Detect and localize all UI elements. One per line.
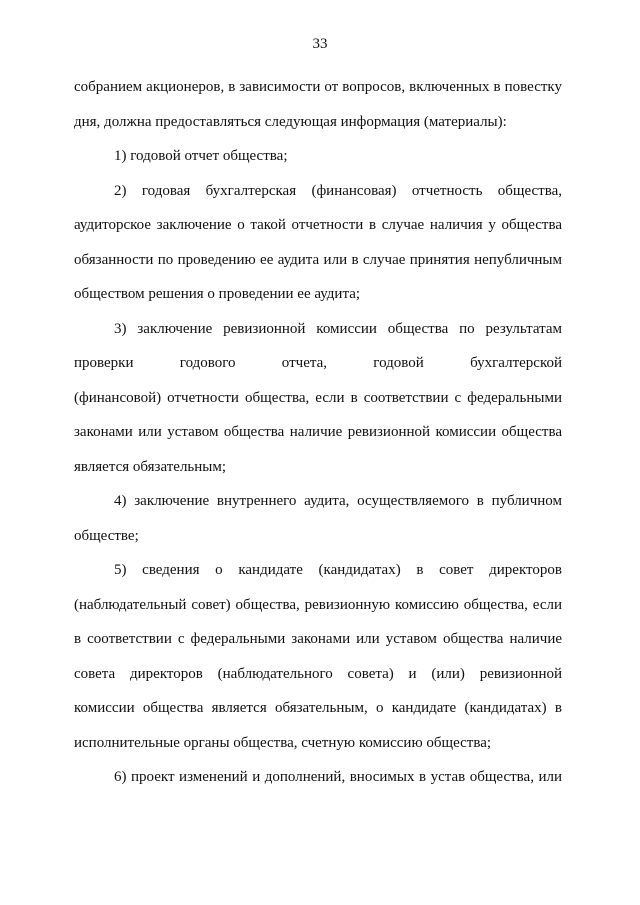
text-line: 4) заключение внутреннего аудита, осуществляемого в публичном <box>114 493 562 509</box>
text-line: (финансовой) отчетности общества, если в соответствии с федеральными <box>74 389 562 406</box>
text-line: обществе; <box>74 527 139 544</box>
text-line: исполнительные органы общества, счетную комиссию общества; <box>74 734 492 751</box>
text-line: 1) годовой отчет общества; <box>114 148 288 164</box>
text-line: обществом решения о проведении ее аудита; <box>74 286 361 302</box>
text-line: является обязательным; <box>74 458 227 475</box>
text-line: 5) сведения о кандидате (кандидатах) в совет директоров <box>114 562 562 578</box>
text-line: совета директоров (наблюдательного совета) и (или) ревизионной <box>74 665 562 682</box>
text-line: дня, должна предоставляться следующая информация (материалы): <box>74 113 507 130</box>
text-line: 3) заключение ревизионной комиссии общества по результатам <box>114 320 562 337</box>
text-line: аудиторское заключение о такой отчетности в случае наличия у общества <box>74 217 562 233</box>
text-line: 6) проект изменений и дополнений, вносимых в устав общества, или <box>114 769 562 785</box>
text-line: обязанности по проведению ее аудита или в случае принятия непубличным <box>74 251 562 268</box>
text-line: (наблюдательный совет) общества, ревизионную комиссию общества, если <box>74 596 562 613</box>
text-line: 2) годовая бухгалтерская (финансовая) отчетность общества, <box>114 182 562 199</box>
text-line: проверки годового отчета, годовой бухгалтерской <box>74 355 562 371</box>
document-body <box>74 70 562 795</box>
text-line: собранием акционеров, в зависимости от вопросов, включенных в повестку <box>74 79 562 95</box>
text-line: в соответствии с федеральными законами или уставом общества наличие <box>74 631 562 647</box>
text-line: комиссии общества является обязательным, о кандидате (кандидатах) в <box>74 700 562 716</box>
page-number: 33 <box>312 36 328 52</box>
text-line: законами или уставом общества наличие ревизионной комиссии общества <box>74 424 562 440</box>
